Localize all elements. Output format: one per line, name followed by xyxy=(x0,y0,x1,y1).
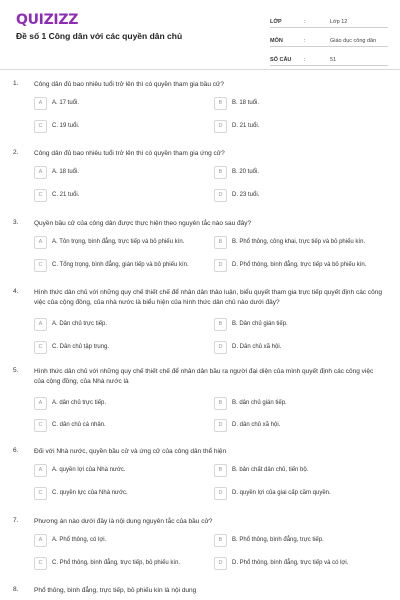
option-a[interactable] xyxy=(34,463,202,477)
meta-row-question-count xyxy=(270,51,388,66)
option-text: B. 18 tuổi. xyxy=(232,100,260,106)
option-text: A. Phổ thông, có lợi. xyxy=(52,537,107,543)
option-letter-box: D xyxy=(214,487,227,500)
option-b[interactable] xyxy=(214,463,382,477)
question-text: Quyền bầu cử của công dân được thực hiện theo nguyên tắc nào sau đây? xyxy=(34,220,252,227)
option-b[interactable] xyxy=(214,96,382,110)
option-text: A. Tôn trọng, bình đẳng, trực tiếp và bỏ phiếu kín. xyxy=(52,239,185,245)
meta-row-subject xyxy=(270,32,388,47)
option-letter-box: A xyxy=(34,534,47,547)
option-d[interactable] xyxy=(214,340,382,354)
option-d[interactable] xyxy=(214,486,382,500)
option-text: D. Phổ thông, bình đẳng, trực tiếp và có lợi. xyxy=(232,560,349,566)
option-c[interactable] xyxy=(34,119,202,133)
quizizz-logo: QUIZIZZ xyxy=(16,12,79,28)
option-letter-box: B xyxy=(214,397,227,410)
meta-separator: : xyxy=(304,57,306,63)
question-number: 6. xyxy=(13,447,19,454)
option-a[interactable] xyxy=(34,96,202,110)
option-letter-box: A xyxy=(34,166,47,179)
option-a[interactable] xyxy=(34,396,202,410)
option-letter-box: C xyxy=(34,189,47,202)
question-text: Phương án nào dưới đây là nội dung nguyên tắc của bầu cử? xyxy=(34,518,213,525)
option-text: C. Dân chủ tập trung. xyxy=(52,344,110,350)
option-d[interactable] xyxy=(214,188,382,202)
option-text: B. bản chất dân chủ, tiến bộ. xyxy=(232,467,309,473)
option-letter-box: B xyxy=(214,166,227,179)
meta-separator: : xyxy=(304,19,306,25)
worksheet-title: Đề số 1 Công dân với các quyền dân chủ xyxy=(16,31,183,41)
option-text: D. dân chủ xã hội. xyxy=(232,422,281,428)
option-letter-box: B xyxy=(214,97,227,110)
option-d[interactable] xyxy=(214,418,382,432)
meta-key: MÔN xyxy=(270,38,283,44)
option-letter-box: C xyxy=(34,120,47,133)
option-text: A. 17 tuổi. xyxy=(52,100,80,106)
option-text: B. dân chủ gián tiếp. xyxy=(232,400,287,406)
option-text: C. Tổng trọng, bình đẳng, gián tiếp và bỏ phiếu kín. xyxy=(52,262,189,268)
option-c[interactable] xyxy=(34,258,202,272)
option-text: D. Phổ thông, bình đẳng, trực tiếp và bỏ phiếu kín. xyxy=(232,262,367,268)
meta-value: Giáo dục công dân xyxy=(330,38,377,44)
option-text: C. dân chủ cá nhân. xyxy=(52,422,106,428)
question-text: Công dân đủ bao nhiêu tuổi trở lên thì có quyền tham gia ứng cử? xyxy=(34,150,225,157)
question-number: 1. xyxy=(13,80,19,87)
option-text: C. 19 tuổi. xyxy=(52,123,80,129)
option-text: C. quyền lực của Nhà nước. xyxy=(52,490,128,496)
option-letter-box: B xyxy=(214,534,227,547)
option-text: C. 21 tuổi. xyxy=(52,192,80,198)
meta-key: SỐ CÂU xyxy=(270,57,292,63)
option-letter-box: D xyxy=(214,557,227,570)
option-letter-box: A xyxy=(34,318,47,331)
question-text: Phổ thông, bình đẳng, trực tiếp, bỏ phiếu kín là nội dung xyxy=(34,587,197,594)
option-c[interactable] xyxy=(34,188,202,202)
question-number: 2. xyxy=(13,149,19,156)
option-b[interactable] xyxy=(214,235,382,249)
question-text: Đối với Nhà nước, quyền bầu cử và ứng cử của công dân thể hiện xyxy=(34,448,227,455)
option-d[interactable] xyxy=(214,119,382,133)
option-c[interactable] xyxy=(34,340,202,354)
option-d[interactable] xyxy=(214,556,382,570)
option-letter-box: C xyxy=(34,259,47,272)
option-letter-box: A xyxy=(34,97,47,110)
option-text: A. Dân chủ trực tiếp. xyxy=(52,321,108,327)
option-a[interactable] xyxy=(34,165,202,179)
option-letter-box: A xyxy=(34,464,47,477)
option-letter-box: B xyxy=(214,318,227,331)
meta-value: 51 xyxy=(330,57,337,63)
option-b[interactable] xyxy=(214,165,382,179)
question-number: 7. xyxy=(13,517,19,524)
option-text: D. 23 tuổi. xyxy=(232,192,260,198)
meta-value: Lớp 12 xyxy=(330,19,348,25)
question-number: 5. xyxy=(13,367,19,374)
option-text: D. Dân chủ xã hội. xyxy=(232,344,282,350)
worksheet-meta xyxy=(270,13,388,70)
option-letter-box: C xyxy=(34,557,47,570)
option-a[interactable] xyxy=(34,533,202,547)
option-letter-box: D xyxy=(214,259,227,272)
option-c[interactable] xyxy=(34,418,202,432)
meta-key: LỚP xyxy=(270,19,282,25)
option-letter-box: B xyxy=(214,464,227,477)
question-text: Hình thức dân chủ với những quy chế thiết chế để nhân dân bầu ra người đại diện của mình quyết định các công việc của cộng đồng, của Nhà nước là xyxy=(34,368,374,385)
option-text: C. Phổ thông, bình đẳng, trực tiếp, bỏ phiếu kín. xyxy=(52,560,181,566)
option-letter-box: C xyxy=(34,341,47,354)
option-text: A. 18 tuổi. xyxy=(52,169,80,175)
option-text: B. Phổ thông, công khai, trực tiếp và bỏ phiếu kín. xyxy=(232,239,366,245)
option-letter-box: D xyxy=(214,120,227,133)
option-letter-box: D xyxy=(214,189,227,202)
option-letter-box: A xyxy=(34,397,47,410)
option-b[interactable] xyxy=(214,533,382,547)
option-text: B. Phổ thông, bình đẳng, trực tiếp. xyxy=(232,537,324,543)
question-number: 3. xyxy=(13,219,19,226)
question-number: 4. xyxy=(13,288,19,295)
worksheet-header xyxy=(0,0,400,70)
option-text: A. dân chủ trực tiếp. xyxy=(52,400,107,406)
question-text: Công dân đủ bao nhiêu tuổi trở lên thì có quyền tham gia bầu cử? xyxy=(34,81,225,88)
option-letter-box: C xyxy=(34,419,47,432)
option-c[interactable] xyxy=(34,556,202,570)
option-text: D. 21 tuổi. xyxy=(232,123,260,129)
option-c[interactable] xyxy=(34,486,202,500)
question-number: 8. xyxy=(13,586,19,593)
option-letter-box: C xyxy=(34,487,47,500)
header-divider xyxy=(0,69,400,70)
option-b[interactable] xyxy=(214,317,382,331)
option-a[interactable] xyxy=(34,317,202,331)
option-d[interactable] xyxy=(214,258,382,272)
meta-row-class xyxy=(270,13,388,28)
option-text: A. quyền lợi của Nhà nước. xyxy=(52,467,126,473)
option-letter-box: D xyxy=(214,341,227,354)
meta-separator: : xyxy=(304,38,306,44)
option-letter-box: D xyxy=(214,419,227,432)
option-text: B. 20 tuổi. xyxy=(232,169,260,175)
option-letter-box: A xyxy=(34,236,47,249)
option-b[interactable] xyxy=(214,396,382,410)
option-a[interactable] xyxy=(34,235,202,249)
question-text: Hình thức dân chủ với những quy chế thiết chế để nhân dân thảo luận, biểu quyết tham gia trực tiếp quyết định các công việc của cộng đồng, của nhà nước là biểu hiện của hình thức dân chủ nào dưới đây? xyxy=(34,289,382,306)
option-letter-box: B xyxy=(214,236,227,249)
option-text: B. Dân chủ gián tiếp. xyxy=(232,321,288,327)
option-text: D. quyền lợi của giai cấp cầm quyền. xyxy=(232,490,331,496)
